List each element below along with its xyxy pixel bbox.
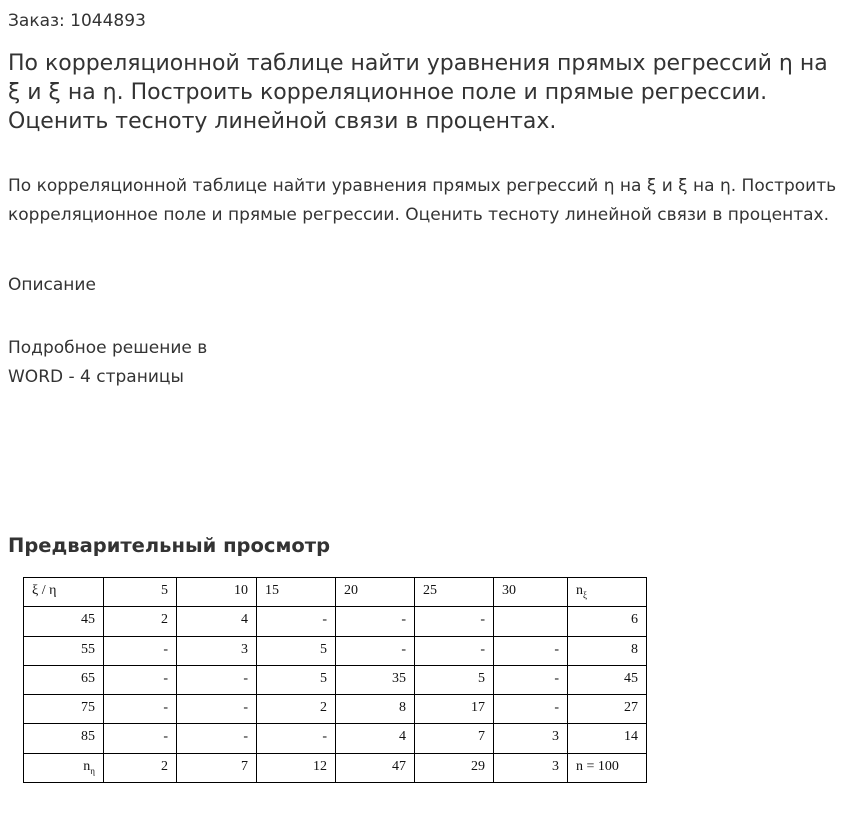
frequency-cell: 4 [177, 607, 257, 636]
n-eta-cell: 2 [104, 753, 177, 782]
table-header-row [24, 578, 647, 607]
n-xi-header-sub: ξ [583, 589, 588, 600]
frequency-cell: - [177, 724, 257, 753]
frequency-cell: - [494, 636, 568, 665]
order-number: Заказ: 1044893 [8, 11, 146, 31]
frequency-cell: 8 [336, 695, 415, 724]
frequency-cell: - [177, 695, 257, 724]
frequency-cell: 35 [336, 665, 415, 694]
n-eta-label-main: n [83, 758, 91, 774]
frequency-cell: 4 [336, 724, 415, 753]
xi-value-cell: 55 [24, 636, 104, 665]
eta-header-cell: 10 [177, 578, 257, 607]
n-xi-header-cell [568, 578, 647, 607]
n-eta-cell: 29 [415, 753, 494, 782]
frequency-cell: - [104, 665, 177, 694]
frequency-cell: - [257, 607, 336, 636]
xi-value-cell: 45 [24, 607, 104, 636]
n-xi-header-main: n [576, 583, 583, 598]
n-xi-cell: 27 [568, 695, 647, 724]
frequency-cell: - [415, 636, 494, 665]
table-row [24, 665, 647, 694]
frequency-cell: 5 [415, 665, 494, 694]
frequency-cell: - [415, 607, 494, 636]
frequency-cell: 2 [257, 695, 336, 724]
correlation-table [23, 577, 647, 783]
eta-header-cell: 30 [494, 578, 568, 607]
n-eta-label-cell [24, 753, 104, 782]
frequency-cell: 2 [104, 607, 177, 636]
xi-value-cell: 85 [24, 724, 104, 753]
table-row [24, 724, 647, 753]
n-xi-cell: 6 [568, 607, 647, 636]
frequency-cell: 7 [415, 724, 494, 753]
n-eta-cell: 12 [257, 753, 336, 782]
table-corner-cell: ξ / η [24, 578, 104, 607]
table-row [24, 636, 647, 665]
eta-header-cell: 20 [336, 578, 415, 607]
frequency-cell: - [104, 636, 177, 665]
n-eta-cell: 7 [177, 753, 257, 782]
table-row [24, 607, 647, 636]
table-row [24, 695, 647, 724]
n-xi-cell: 45 [568, 665, 647, 694]
frequency-cell: - [104, 695, 177, 724]
n-eta-cell: 47 [336, 753, 415, 782]
solution-info [8, 334, 288, 392]
preview-heading: Предварительный просмотр [8, 534, 331, 557]
total-cell: n = 100 [568, 753, 647, 782]
frequency-cell: - [104, 724, 177, 753]
frequency-cell: 5 [257, 636, 336, 665]
frequency-cell: 3 [494, 724, 568, 753]
n-eta-label-sub: η [90, 765, 95, 776]
eta-header-cell: 5 [104, 578, 177, 607]
xi-value-cell: 65 [24, 665, 104, 694]
frequency-cell: 17 [415, 695, 494, 724]
table-totals-row [24, 753, 647, 782]
frequency-cell [494, 607, 568, 636]
n-xi-cell: 8 [568, 636, 647, 665]
frequency-cell: - [177, 665, 257, 694]
description-heading: Описание [8, 275, 96, 295]
frequency-cell: 3 [177, 636, 257, 665]
frequency-cell: - [336, 607, 415, 636]
page-title: По корреляционной таблице найти уравнения прямых регрессий η на ξ и ξ на η. Построить корреляционное поле и прямые регрессии. Оценить тесноту линейной связи в процентах. [8, 51, 828, 134]
frequency-cell: - [257, 724, 336, 753]
solution-line-1: Подробное решение в [8, 338, 208, 358]
frequency-cell: - [336, 636, 415, 665]
solution-line-2: WORD - 4 страницы [8, 367, 184, 387]
eta-header-cell: 15 [257, 578, 336, 607]
task-description: По корреляционной таблице найти уравнения прямых регрессий η на ξ и ξ на η. Построить корреляционное поле и прямые регрессии. Оценить тесноту линейной связи в процентах. [8, 176, 837, 225]
frequency-cell: - [494, 665, 568, 694]
frequency-cell: 5 [257, 665, 336, 694]
n-xi-cell: 14 [568, 724, 647, 753]
xi-value-cell: 75 [24, 695, 104, 724]
frequency-cell: - [494, 695, 568, 724]
n-eta-cell: 3 [494, 753, 568, 782]
eta-header-cell: 25 [415, 578, 494, 607]
